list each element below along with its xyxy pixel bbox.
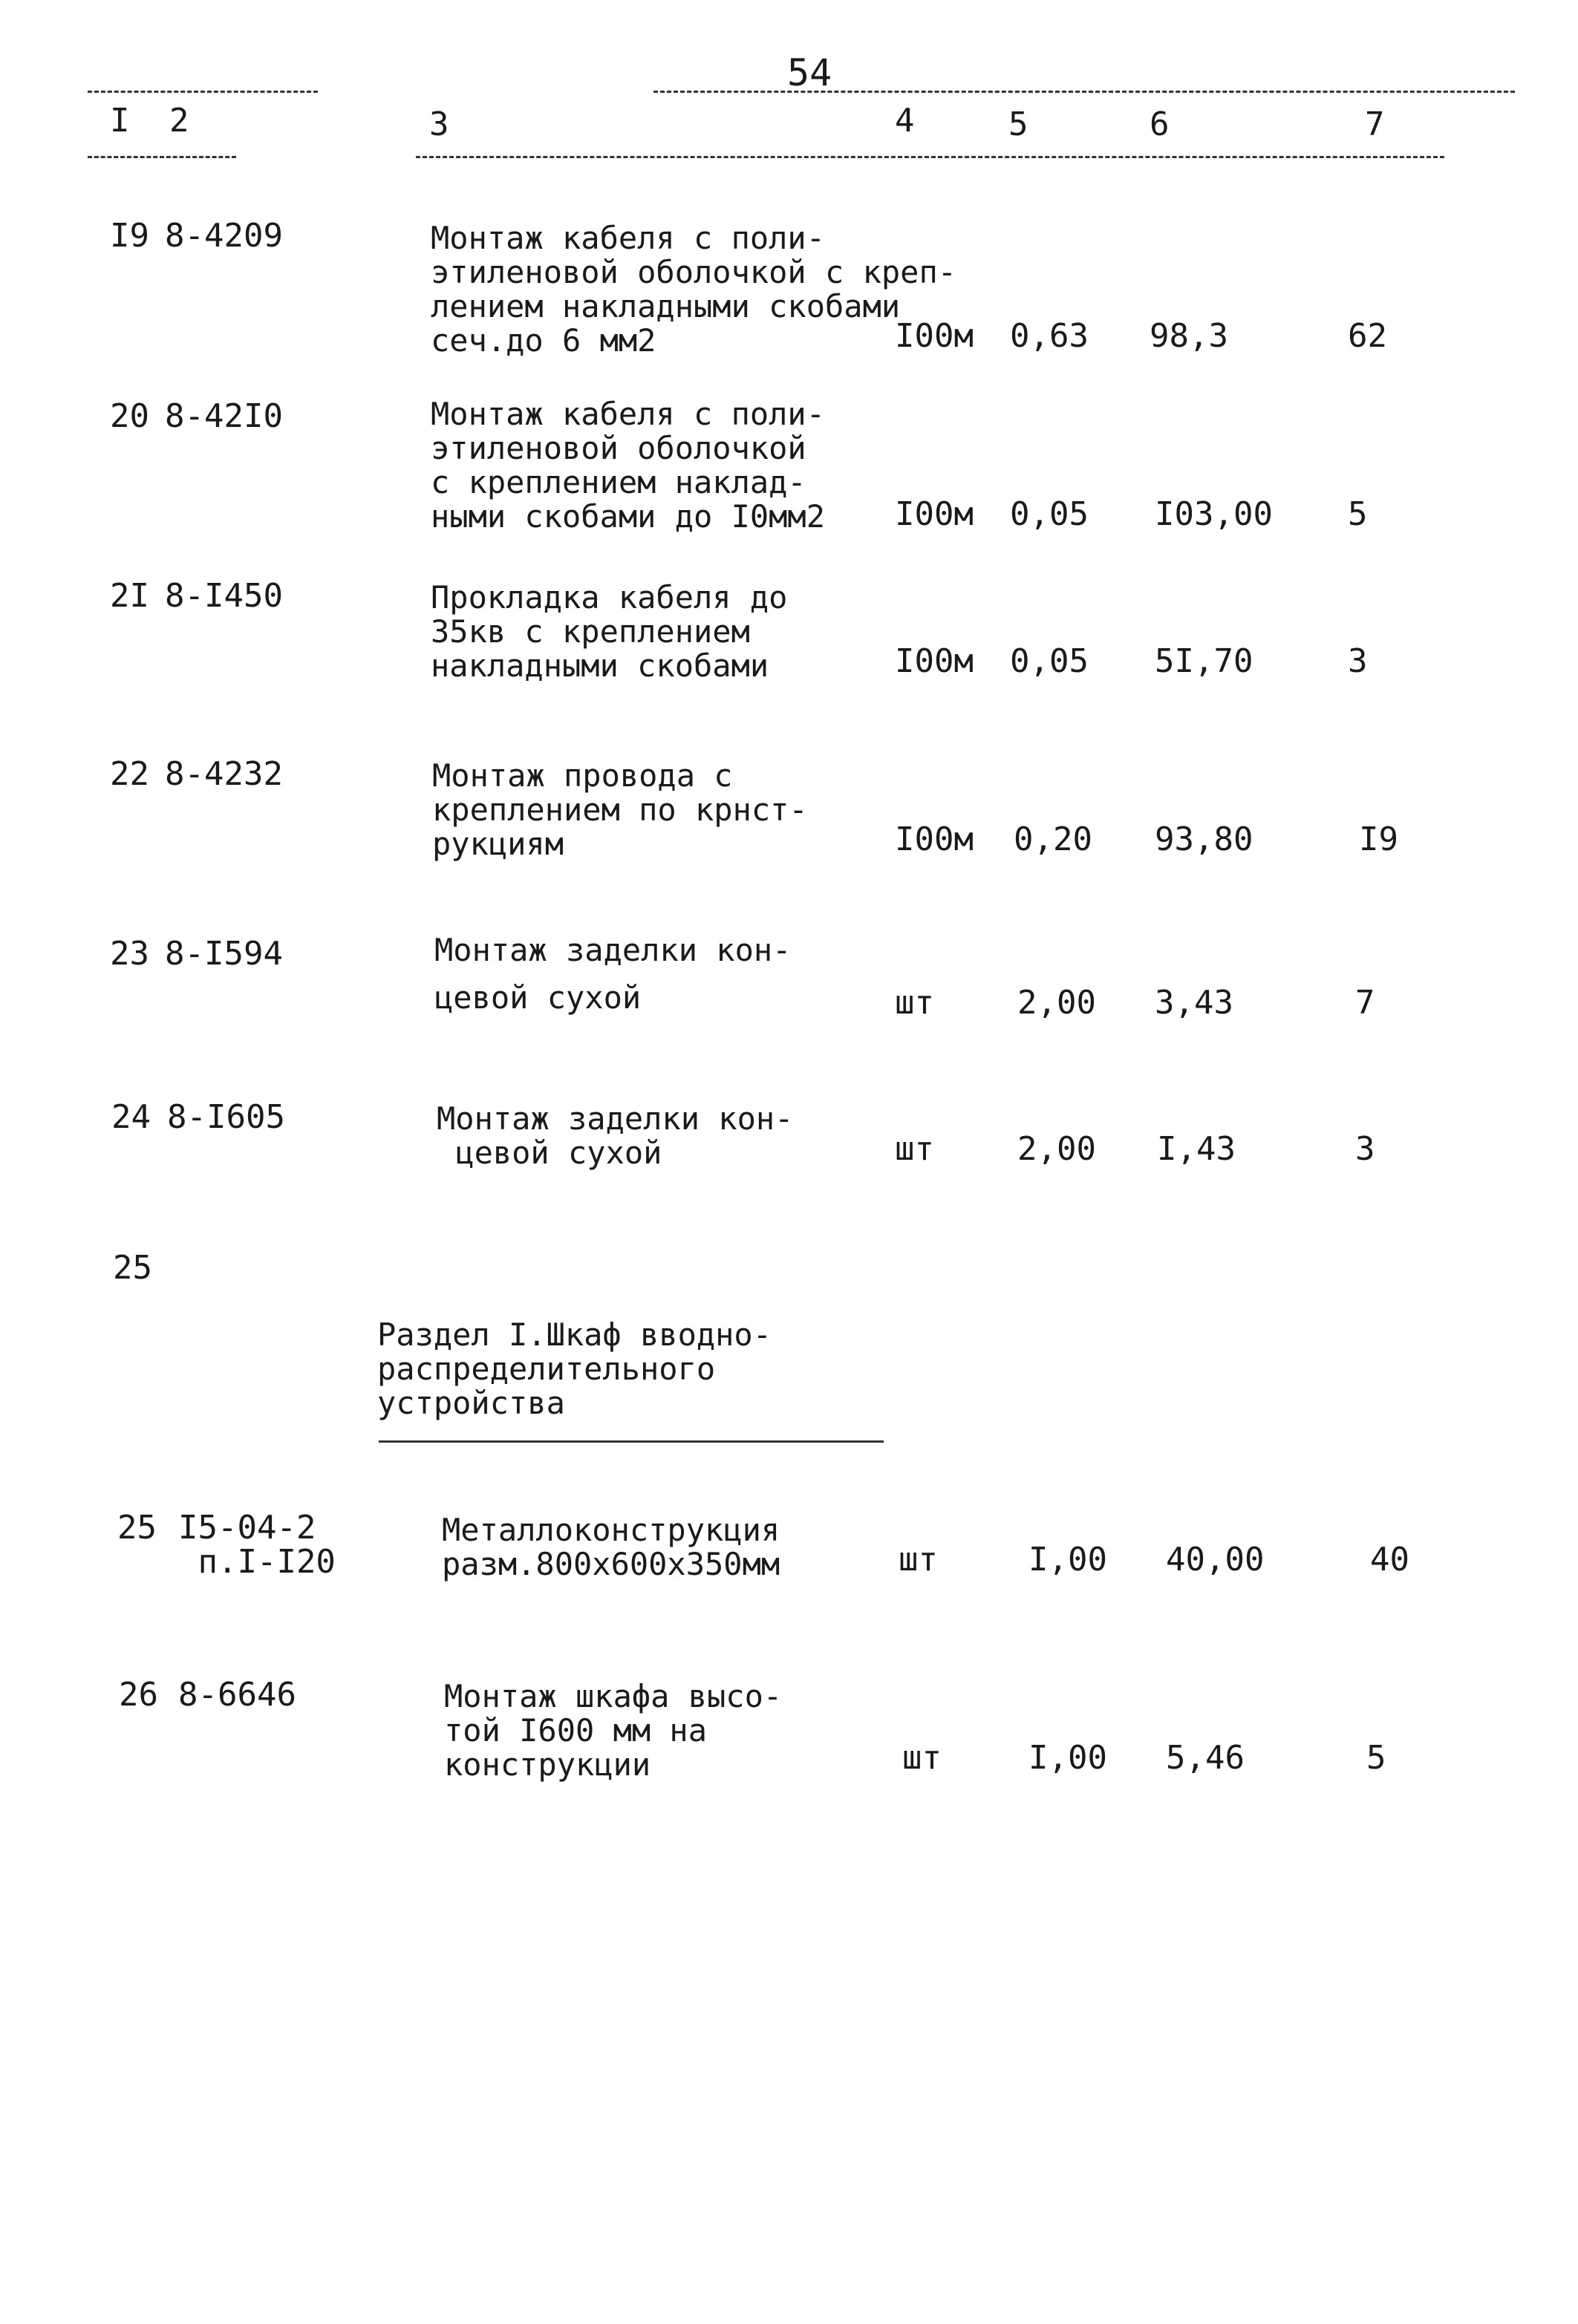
row-unit: шт xyxy=(895,984,934,1022)
row-quantity: 0,05 xyxy=(1010,642,1089,680)
row-number: 24 xyxy=(111,1098,151,1136)
row-price: 93,80 xyxy=(1155,820,1253,858)
row-total: 40 xyxy=(1370,1541,1409,1579)
row-unit: шт xyxy=(902,1739,942,1777)
row-code: 8-42I0 xyxy=(165,397,283,435)
row-unit: I00м xyxy=(895,642,974,680)
header-rule-top-right xyxy=(653,91,1515,93)
header-rule-bottom-left xyxy=(88,156,236,158)
column-header-3: 3 xyxy=(429,105,449,143)
row-price: I03,00 xyxy=(1155,495,1273,533)
row-total: 3 xyxy=(1348,642,1368,680)
row-price: 98,3 xyxy=(1150,317,1228,355)
row-price: 40,00 xyxy=(1166,1541,1265,1579)
row-quantity: I,00 xyxy=(1028,1541,1107,1579)
row-quantity: 0,20 xyxy=(1014,820,1092,858)
column-header-4: 4 xyxy=(895,102,915,140)
row-unit: шт xyxy=(899,1541,938,1579)
lone-row-number: 25 xyxy=(113,1249,152,1287)
row-unit: шт xyxy=(895,1130,934,1168)
row-price: 5I,70 xyxy=(1155,642,1253,680)
column-header-7: 7 xyxy=(1365,105,1385,143)
row-number: 23 xyxy=(110,935,149,973)
header-rule-top-left xyxy=(88,91,318,93)
row-code: 8-I605 xyxy=(167,1098,285,1136)
row-unit: I00м xyxy=(895,495,974,533)
section-title: Раздел I.Шкаф вводно- распределительного устройства xyxy=(377,1316,772,1421)
row-total: 62 xyxy=(1348,317,1387,355)
row-quantity: 2,00 xyxy=(1017,1130,1096,1168)
row-description: Металлоконструкция разм.800х600х350мм xyxy=(442,1512,780,1582)
column-header-6: 6 xyxy=(1150,105,1170,143)
header-rule-bottom-right xyxy=(416,156,1444,158)
row-quantity: 2,00 xyxy=(1017,984,1096,1022)
row-code: I5-04-2 п.I-I20 xyxy=(178,1509,336,1581)
row-description: Монтаж кабеля с поли- этиленовой оболочкой с креплением наклад- ными скобами до I0мм2 xyxy=(431,396,826,535)
row-code: 8-4209 xyxy=(165,217,283,255)
row-code: 8-6646 xyxy=(178,1676,296,1714)
row-description: Монтаж заделки кон- цевой сухой xyxy=(434,932,792,1016)
row-number: 2I xyxy=(110,577,149,615)
column-header-5: 5 xyxy=(1008,105,1028,143)
row-number: 22 xyxy=(110,755,149,793)
row-number: I9 xyxy=(110,217,149,255)
row-quantity: 0,63 xyxy=(1010,317,1089,355)
row-description: Монтаж кабеля с поли- этиленовой оболочкой с креп- лением накладными скобами сеч.до 6 мм2 xyxy=(431,220,957,359)
row-total: 5 xyxy=(1348,495,1368,533)
row-description: Монтаж провода с креплением по крнст- рукциям xyxy=(432,757,808,862)
row-price: I,43 xyxy=(1157,1130,1236,1168)
row-number: 20 xyxy=(110,397,149,435)
section-underline xyxy=(379,1440,884,1443)
row-price: 3,43 xyxy=(1155,984,1233,1022)
row-description: Монтаж шкафа высо- той I600 мм на конструкции xyxy=(444,1678,783,1783)
row-number: 25 xyxy=(117,1509,157,1547)
row-quantity: 0,05 xyxy=(1010,495,1089,533)
page-number: 54 xyxy=(787,51,832,94)
row-code: 8-4232 xyxy=(165,755,283,793)
row-unit: I00м xyxy=(895,820,974,858)
row-total: 5 xyxy=(1366,1739,1386,1777)
row-description: Монтаж заделки кон- цевой сухой xyxy=(437,1100,794,1171)
row-total: 7 xyxy=(1355,984,1375,1022)
row-code: 8-I450 xyxy=(165,577,283,615)
row-unit: I00м xyxy=(895,317,974,355)
row-total: I9 xyxy=(1359,820,1398,858)
row-quantity: I,00 xyxy=(1028,1739,1107,1777)
row-price: 5,46 xyxy=(1166,1739,1245,1777)
column-header-2: 2 xyxy=(169,102,189,140)
row-number: 26 xyxy=(119,1676,158,1714)
row-total: 3 xyxy=(1355,1130,1375,1168)
column-header-1: I xyxy=(110,102,130,140)
row-code: 8-I594 xyxy=(165,935,283,973)
row-description: Прокладка кабеля до 35кв с креплением накладными скобами xyxy=(431,579,788,684)
